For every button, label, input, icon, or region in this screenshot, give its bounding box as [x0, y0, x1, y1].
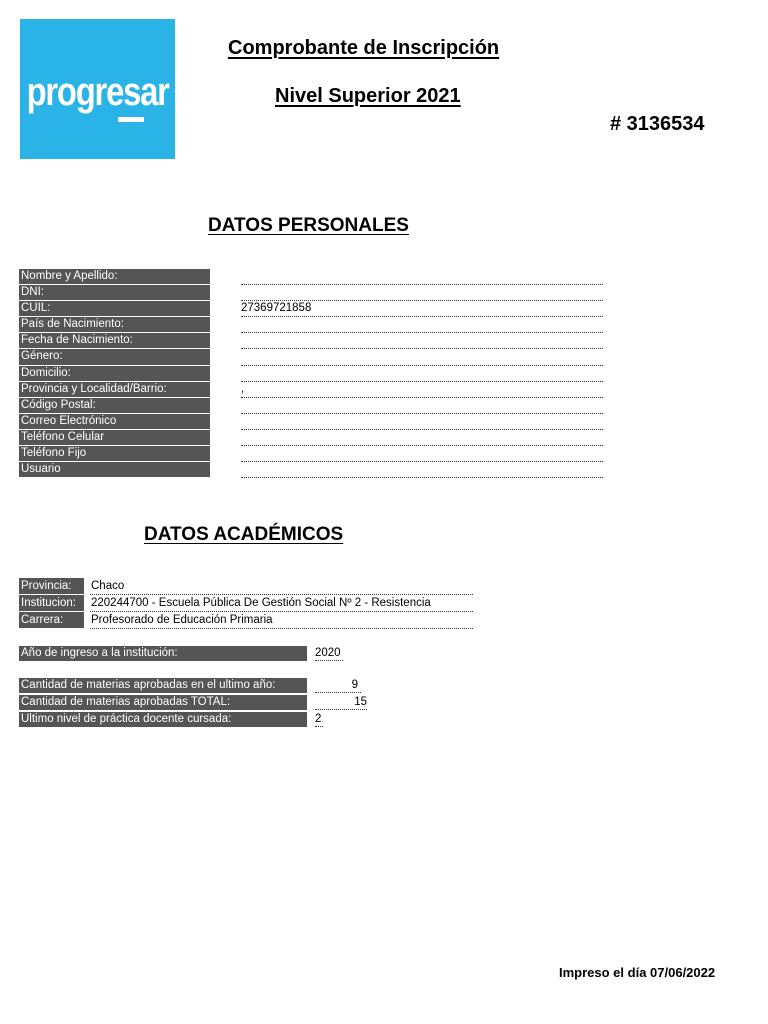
practica-value: 2: [315, 713, 322, 725]
materias-ultimo-label: Cantidad de materias aprobadas en el ultimo año:: [19, 678, 307, 693]
field-label: Domicilio:: [19, 366, 210, 382]
personal-data-heading: DATOS PERSONALES: [208, 215, 409, 236]
practica-row: [19, 712, 323, 727]
ingreso-row: [19, 646, 343, 661]
field-value: [241, 349, 603, 365]
field-label: DNI:: [19, 285, 210, 301]
academic-data-heading: DATOS ACADÉMICOS: [144, 524, 344, 545]
logo-underline: [118, 117, 144, 122]
field-value: [241, 462, 603, 478]
field-label: Teléfono Fijo: [19, 446, 210, 462]
field-value: [241, 446, 603, 462]
field-label: Provincia y Localidad/Barrio:: [19, 382, 210, 398]
field-label: Fecha de Nacimiento:: [19, 333, 210, 349]
practica-label: Ultimo nivel de práctica docente cursada:: [19, 712, 307, 727]
document-title: Comprobante de Inscripción: [228, 37, 500, 59]
academic-values: [90, 578, 473, 629]
document-subtitle: Nivel Superior 2021: [275, 85, 461, 107]
field-label: Provincia:: [19, 578, 84, 595]
printed-date: Impreso el día 07/06/2022: [559, 965, 716, 980]
registration-number: # 3136534: [610, 113, 705, 135]
field-label: País de Nacimiento:: [19, 317, 210, 333]
materias-total-value: 15: [315, 695, 367, 710]
materias-ultimo-row: [19, 678, 361, 693]
field-label: Usuario: [19, 462, 210, 478]
field-label: Género:: [19, 349, 210, 365]
ingreso-value: 2020: [315, 646, 343, 661]
field-label: Correo Electrónico: [19, 414, 210, 430]
field-value: 220244700 - Escuela Pública De Gestión Social Nº 2 - Resistencia: [90, 595, 473, 612]
personal-values: [241, 269, 603, 478]
field-value: [241, 366, 603, 382]
field-value: Profesorado de Educación Primaria: [90, 612, 473, 629]
field-value: Chaco: [90, 578, 473, 595]
field-value: [241, 285, 603, 301]
materias-total-label: Cantidad de materias aprobadas TOTAL:: [19, 695, 307, 710]
field-value: 27369721858: [241, 301, 603, 317]
field-label: CUIL:: [19, 301, 210, 317]
academic-labels: [19, 578, 84, 629]
ingreso-label: Año de ingreso a la institución:: [19, 646, 307, 661]
field-value: [241, 333, 603, 349]
field-value: [241, 414, 603, 430]
field-value: [241, 317, 603, 333]
field-label: Código Postal:: [19, 398, 210, 414]
progresar-logo: [20, 19, 175, 159]
personal-labels: [19, 269, 210, 478]
field-label: Institucion:: [19, 595, 84, 612]
field-value: [241, 398, 603, 414]
field-value: [241, 430, 603, 446]
field-label: Carrera:: [19, 612, 84, 629]
materias-total-row: [19, 695, 367, 710]
field-value: ,: [241, 382, 603, 398]
field-label: Teléfono Celular: [19, 430, 210, 446]
materias-ultimo-value: 9: [315, 678, 361, 693]
field-label: Nombre y Apellido:: [19, 269, 210, 285]
field-value: [241, 269, 603, 285]
logo-text: progresar: [26, 70, 169, 114]
